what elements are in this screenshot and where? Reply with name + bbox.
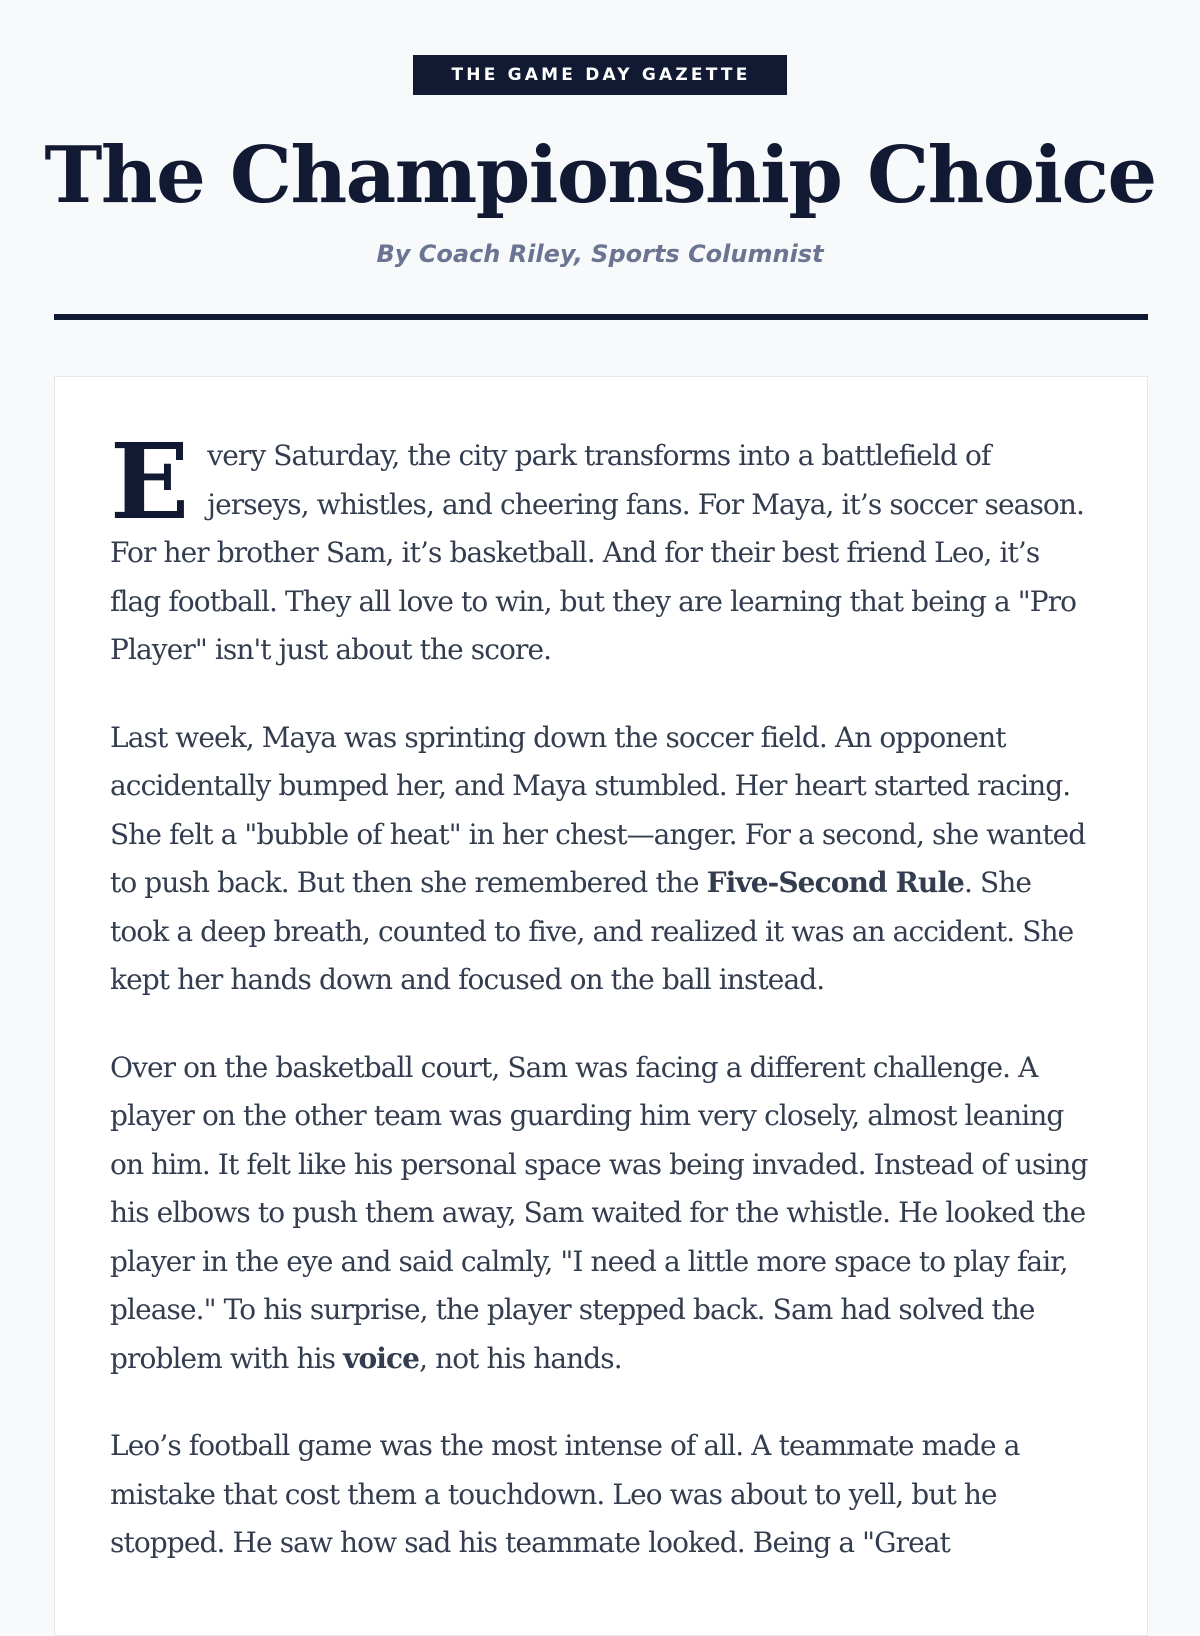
header-divider <box>54 314 1148 320</box>
publication-badge: THE GAME DAY GAZETTE <box>413 55 787 95</box>
article-paragraph-3 <box>110 1044 1093 1384</box>
voice-emphasis: voice <box>343 1341 420 1375</box>
paragraph-3-text-end: , not his hands. <box>419 1341 622 1375</box>
five-second-rule-emphasis: Five-Second Rule <box>706 866 964 899</box>
article-paragraph-4: Leo’s football game was the most intense of all. A teammate made a mistake that cost them a touchdown. Leo was about to yell, but he stopped. He saw how sad his teammate looked. Being a "Great <box>110 1429 1020 1559</box>
paragraph-3-text-start: Over on the basketball court, Sam was facing a different challenge. A player on the other team was guarding him very closely, almost leaning on him. It felt like his personal space was being invaded. Instead of using his elbows to push them away, Sam waited for the whistle. He looked the player in the eye and said calmly, "I need a little more space to play fair, please." To his surprise, the player stepped back. Sam had solved the problem with his <box>110 1050 1088 1375</box>
paragraph-1-text: very Saturday, the city park transforms into a battlefield of jerseys, whistles, and cheering fans. For Maya, it’s soccer season. For her brother Sam, it’s basketball. And for their best friend Leo, it’s flag football. They all love to win, but they are learning that being a "Pro Player" isn't just about the score. <box>110 439 1085 666</box>
article-byline: By Coach Riley, Sports Columnist <box>376 240 824 268</box>
paragraph-2-text-start: Last week, Maya was sprinting down the soccer field. An opponent accidentally bumped her, and Maya stumbled. Her heart started racing. She felt a "bubble of heat" in her chest—anger. For a second, she wanted to push back. But then she remembered the <box>110 720 1086 899</box>
drop-cap: E <box>110 420 190 543</box>
article-paragraph-1 <box>110 420 1093 675</box>
article-title: The Championship Choice <box>44 130 1156 221</box>
masthead <box>0 55 1200 95</box>
article-paragraph-2 <box>110 714 1093 1005</box>
article-card <box>54 376 1148 1636</box>
paragraph-2-text-end: . She took a deep breath, counted to five, and realized it was an accident. She kept her hands down and focused on the ball instead. <box>110 866 1074 996</box>
